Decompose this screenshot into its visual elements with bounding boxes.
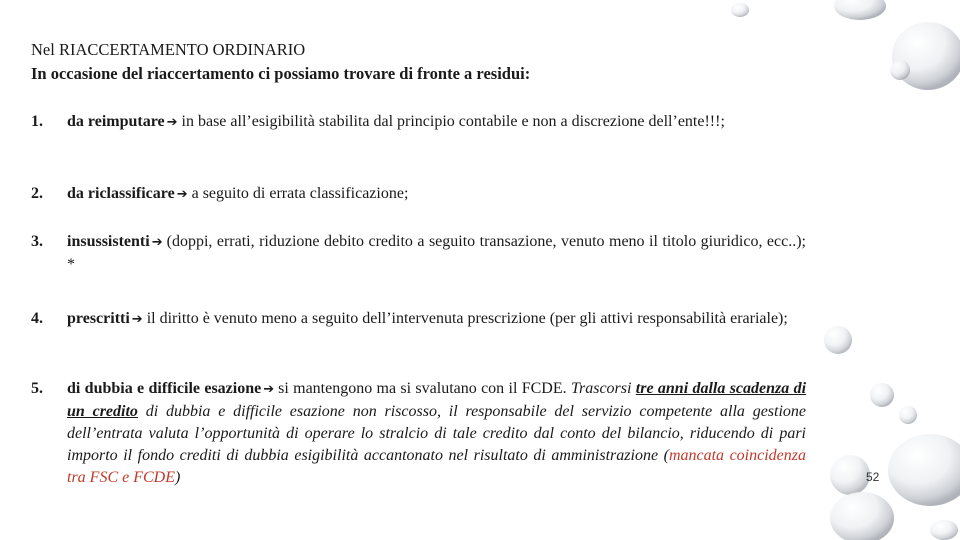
item-keyword: da riclassificare — [67, 185, 175, 202]
item-closing-paren: ) — [175, 469, 181, 486]
item-italic-text: Trascorsi — [570, 380, 632, 397]
item-highlight-text: mancata coincidenza tra FSC e FCDE — [67, 447, 807, 486]
item-number: 1. — [31, 113, 43, 130]
item-bold-italic-text: tre anni dalla scadenza di un credito — [67, 380, 807, 420]
header-title: Nel RIACCERTAMENTO ORDINARIO — [31, 40, 306, 59]
right-arrow-icon: ➔ — [176, 187, 188, 202]
item-number: 5. — [31, 380, 43, 397]
right-arrow-icon: ➔ — [263, 382, 275, 397]
item-text: (doppi, errati, riduzione debito credito a seguito transazione, venuto meno il titolo giuridico, ecc..); * — [67, 233, 806, 273]
list-item — [31, 183, 806, 206]
header-subtitle: In occasione del riaccertamento ci possiamo trovare di fronte a residui: — [31, 64, 531, 83]
item-keyword: insussistenti — [67, 233, 150, 250]
slide-header — [31, 38, 530, 86]
list-item — [31, 111, 806, 134]
item-italic-text: di dubbia e difficile esazione non riscosso, il responsabile del servizio competente alla gestione dell’entrata valuta l’opportunità di operare lo stralcio di tale credito dal conto del bilancio, riducendo di pari importo il fondo crediti di dubbia esigibilità accantonato nel risultato di amministrazione ( — [67, 403, 807, 464]
list-item — [31, 378, 806, 489]
item-text: in base all’esigibilità stabilita dal principio contabile e non a discrezione dell’ente!!!; — [181, 113, 725, 130]
item-text: a seguito di errata classificazione; — [191, 185, 409, 202]
list-item — [31, 308, 806, 331]
item-text: si mantengono ma si svalutano con il FCDE. — [278, 380, 567, 397]
right-arrow-icon: ➔ — [166, 115, 178, 130]
item-number: 4. — [31, 310, 43, 327]
list-item — [31, 231, 806, 276]
right-arrow-icon: ➔ — [151, 235, 163, 250]
item-number: 2. — [31, 185, 43, 202]
item-keyword: da reimputare — [67, 113, 165, 130]
item-number: 3. — [31, 233, 43, 250]
right-arrow-icon: ➔ — [131, 312, 143, 327]
item-text: il diritto è venuto meno a seguito dell’intervenuta prescrizione (per gli attivi responsabilità erariale); — [146, 310, 788, 327]
page-number: 52 — [866, 470, 880, 484]
item-keyword: di dubbia e difficile esazione — [67, 380, 262, 397]
item-keyword: prescritti — [67, 310, 130, 327]
